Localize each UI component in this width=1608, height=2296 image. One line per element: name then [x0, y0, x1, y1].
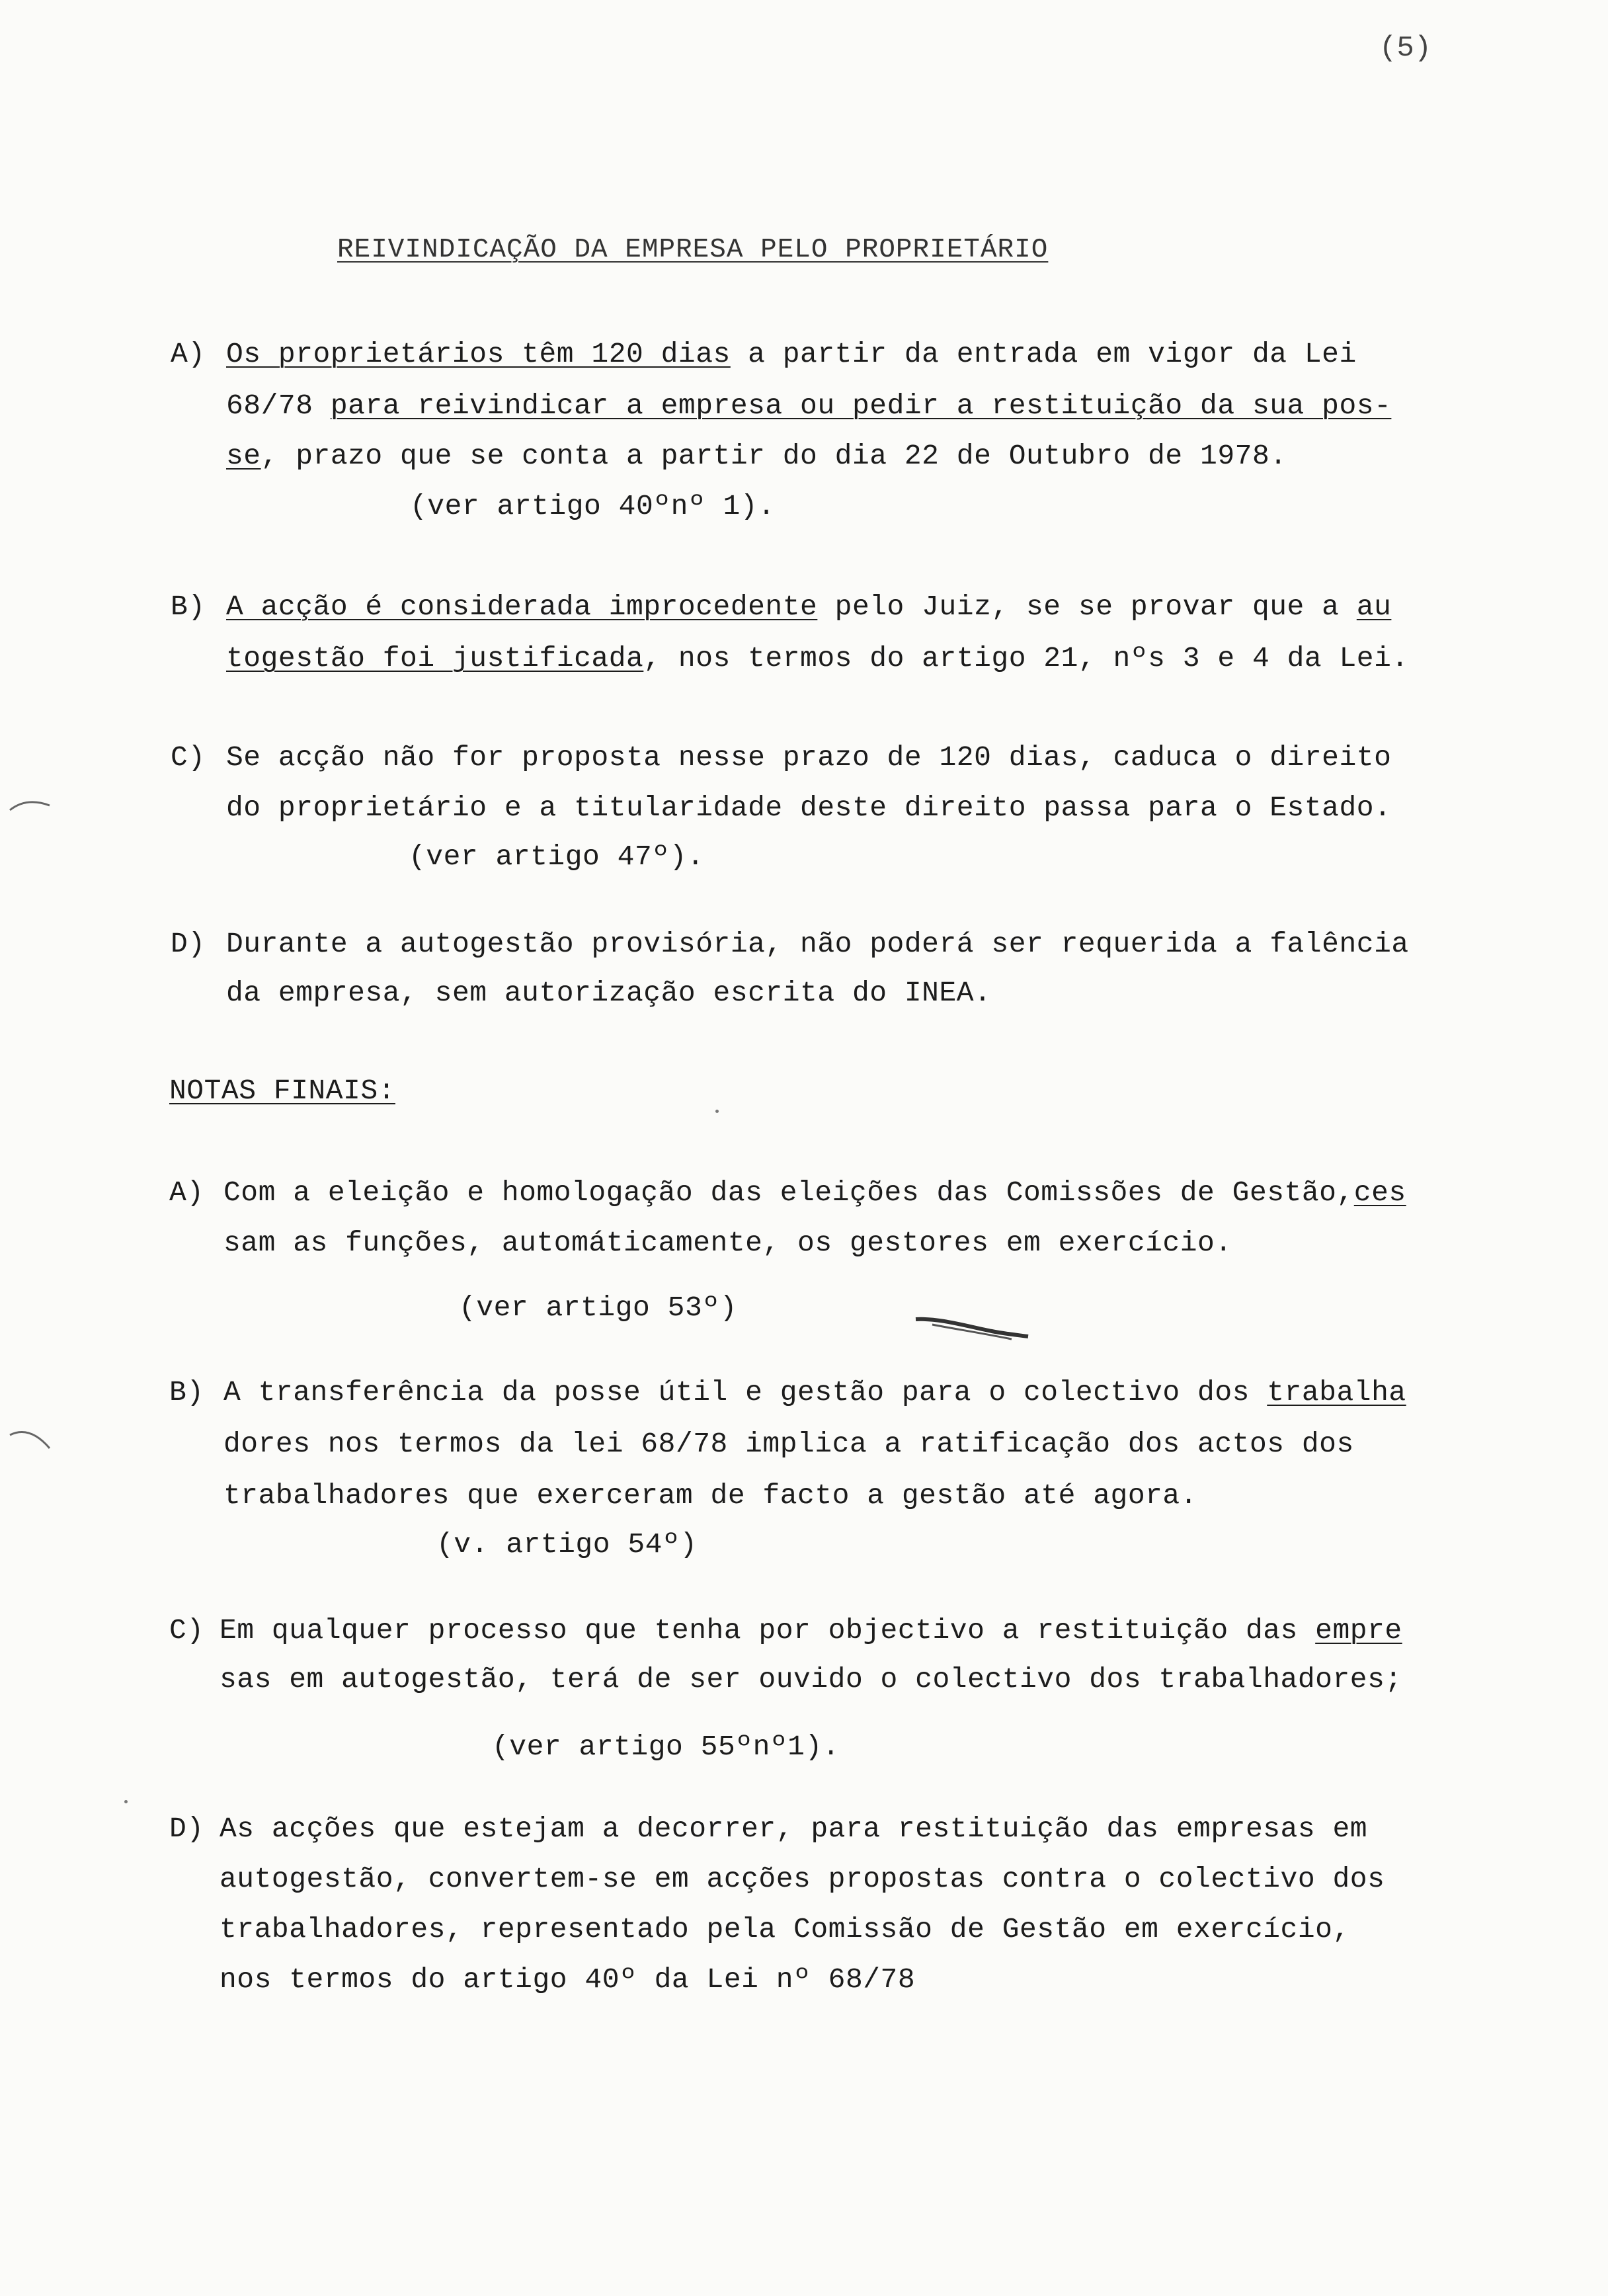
- item-d-label: D): [171, 928, 206, 960]
- item-a-label: A): [171, 338, 206, 370]
- ink-smudge-mark: [912, 1306, 1031, 1346]
- note-d-label: D): [169, 1813, 204, 1845]
- item-a-underlined: se: [226, 440, 261, 472]
- note-b-text: A transferência da posse útil e gestão para o colectivo dos: [223, 1376, 1267, 1409]
- note-b-line-1: [223, 1378, 1406, 1407]
- note-d-line-2: autogestão, convertem-se em acções propostas contra o colectivo dos: [220, 1863, 1385, 1895]
- note-c-line-2: sas em autogestão, terá de ser ouvido o colectivo dos trabalhadores;: [220, 1663, 1402, 1696]
- item-d-line-2: da empresa, sem autorização escrita do INEA.: [226, 977, 992, 1009]
- ink-speck: [715, 1110, 719, 1113]
- ink-speck: [124, 1800, 128, 1803]
- page-title: REIVINDICAÇÃO DA EMPRESA PELO PROPRIETÁRIO: [337, 235, 1049, 265]
- item-a-underlined: para reivindicar a empresa ou pedir a restituição da sua pos-: [330, 390, 1392, 422]
- note-c-text: Em qualquer processo que tenha por objectivo a restituição das: [220, 1614, 1316, 1647]
- item-d-line-1: Durante a autogestão provisória, não poderá ser requerida a falência: [226, 928, 1409, 960]
- item-b-label: B): [171, 591, 206, 623]
- note-d-line-4: nos termos do artigo 40º da Lei nº 68/78: [220, 1963, 916, 1996]
- note-d-line-3: trabalhadores, representado pela Comissão de Gestão em exercício,: [220, 1913, 1350, 1946]
- note-a-underlined: ces: [1353, 1176, 1406, 1209]
- item-b-underlined: togestão foi justificada: [226, 642, 644, 675]
- item-c-line-1: Se acção não for proposta nesse prazo de 120 dias, caduca o direito: [226, 741, 1392, 774]
- item-b-line-1: [226, 593, 1391, 621]
- item-a-underlined: Os proprietários têm 120 dias: [226, 338, 731, 370]
- note-c-label: C): [169, 1614, 204, 1647]
- item-b-underlined: A acção é considerada improcedente: [226, 591, 818, 623]
- margin-mark: [7, 1422, 53, 1455]
- note-b-line-2: dores nos termos da lei 68/78 implica a ratificação dos actos dos: [223, 1428, 1354, 1460]
- note-b-label: B): [169, 1376, 204, 1409]
- item-c-reference: (ver artigo 47º).: [409, 840, 705, 873]
- item-b-underlined: au: [1356, 591, 1392, 623]
- note-c-underlined: empre: [1315, 1614, 1402, 1647]
- note-b-line-3: trabalhadores que exerceram de facto a gestão até agora.: [223, 1479, 1198, 1512]
- note-a-line-1: [223, 1178, 1406, 1207]
- item-a-text: 68/78: [226, 390, 331, 422]
- item-c-label: C): [171, 741, 206, 774]
- item-a-line-1: [226, 340, 1357, 368]
- page-number: (5): [1379, 32, 1432, 65]
- note-c-reference: (ver artigo 55ºnº1).: [492, 1731, 840, 1763]
- item-a-text: a partir da entrada em vigor da Lei: [730, 338, 1357, 370]
- note-a-reference: (ver artigo 53º): [459, 1292, 737, 1324]
- item-a-line-2: [226, 391, 1391, 420]
- note-a-text: Com a eleição e homologação das eleições das Comissões de Gestão,: [223, 1176, 1354, 1209]
- item-a-reference: (ver artigo 40ºnº 1).: [410, 490, 776, 522]
- note-b-underlined: trabalha: [1267, 1376, 1406, 1409]
- note-c-line-1: [220, 1616, 1402, 1645]
- notes-heading: NOTAS FINAIS:: [169, 1075, 395, 1107]
- item-b-text: pelo Juiz, se se provar que a: [817, 591, 1357, 623]
- item-b-line-2: [226, 644, 1409, 673]
- note-b-reference: (v. artigo 54º): [436, 1528, 698, 1561]
- item-c-line-2: do proprietário e a titularidade deste direito passa para o Estado.: [226, 792, 1392, 824]
- margin-mark: [7, 794, 53, 813]
- item-a-line-3: [226, 442, 1287, 470]
- note-a-label: A): [169, 1176, 204, 1209]
- note-a-line-2: sam as funções, automáticamente, os gestores em exercício.: [223, 1227, 1232, 1259]
- note-d-line-1: As acções que estejam a decorrer, para restituição das empresas em: [220, 1813, 1368, 1845]
- item-a-text: , prazo que se conta a partir do dia 22 de Outubro de 1978.: [261, 440, 1287, 472]
- item-b-text: , nos termos do artigo 21, nºs 3 e 4 da Lei.: [643, 642, 1409, 675]
